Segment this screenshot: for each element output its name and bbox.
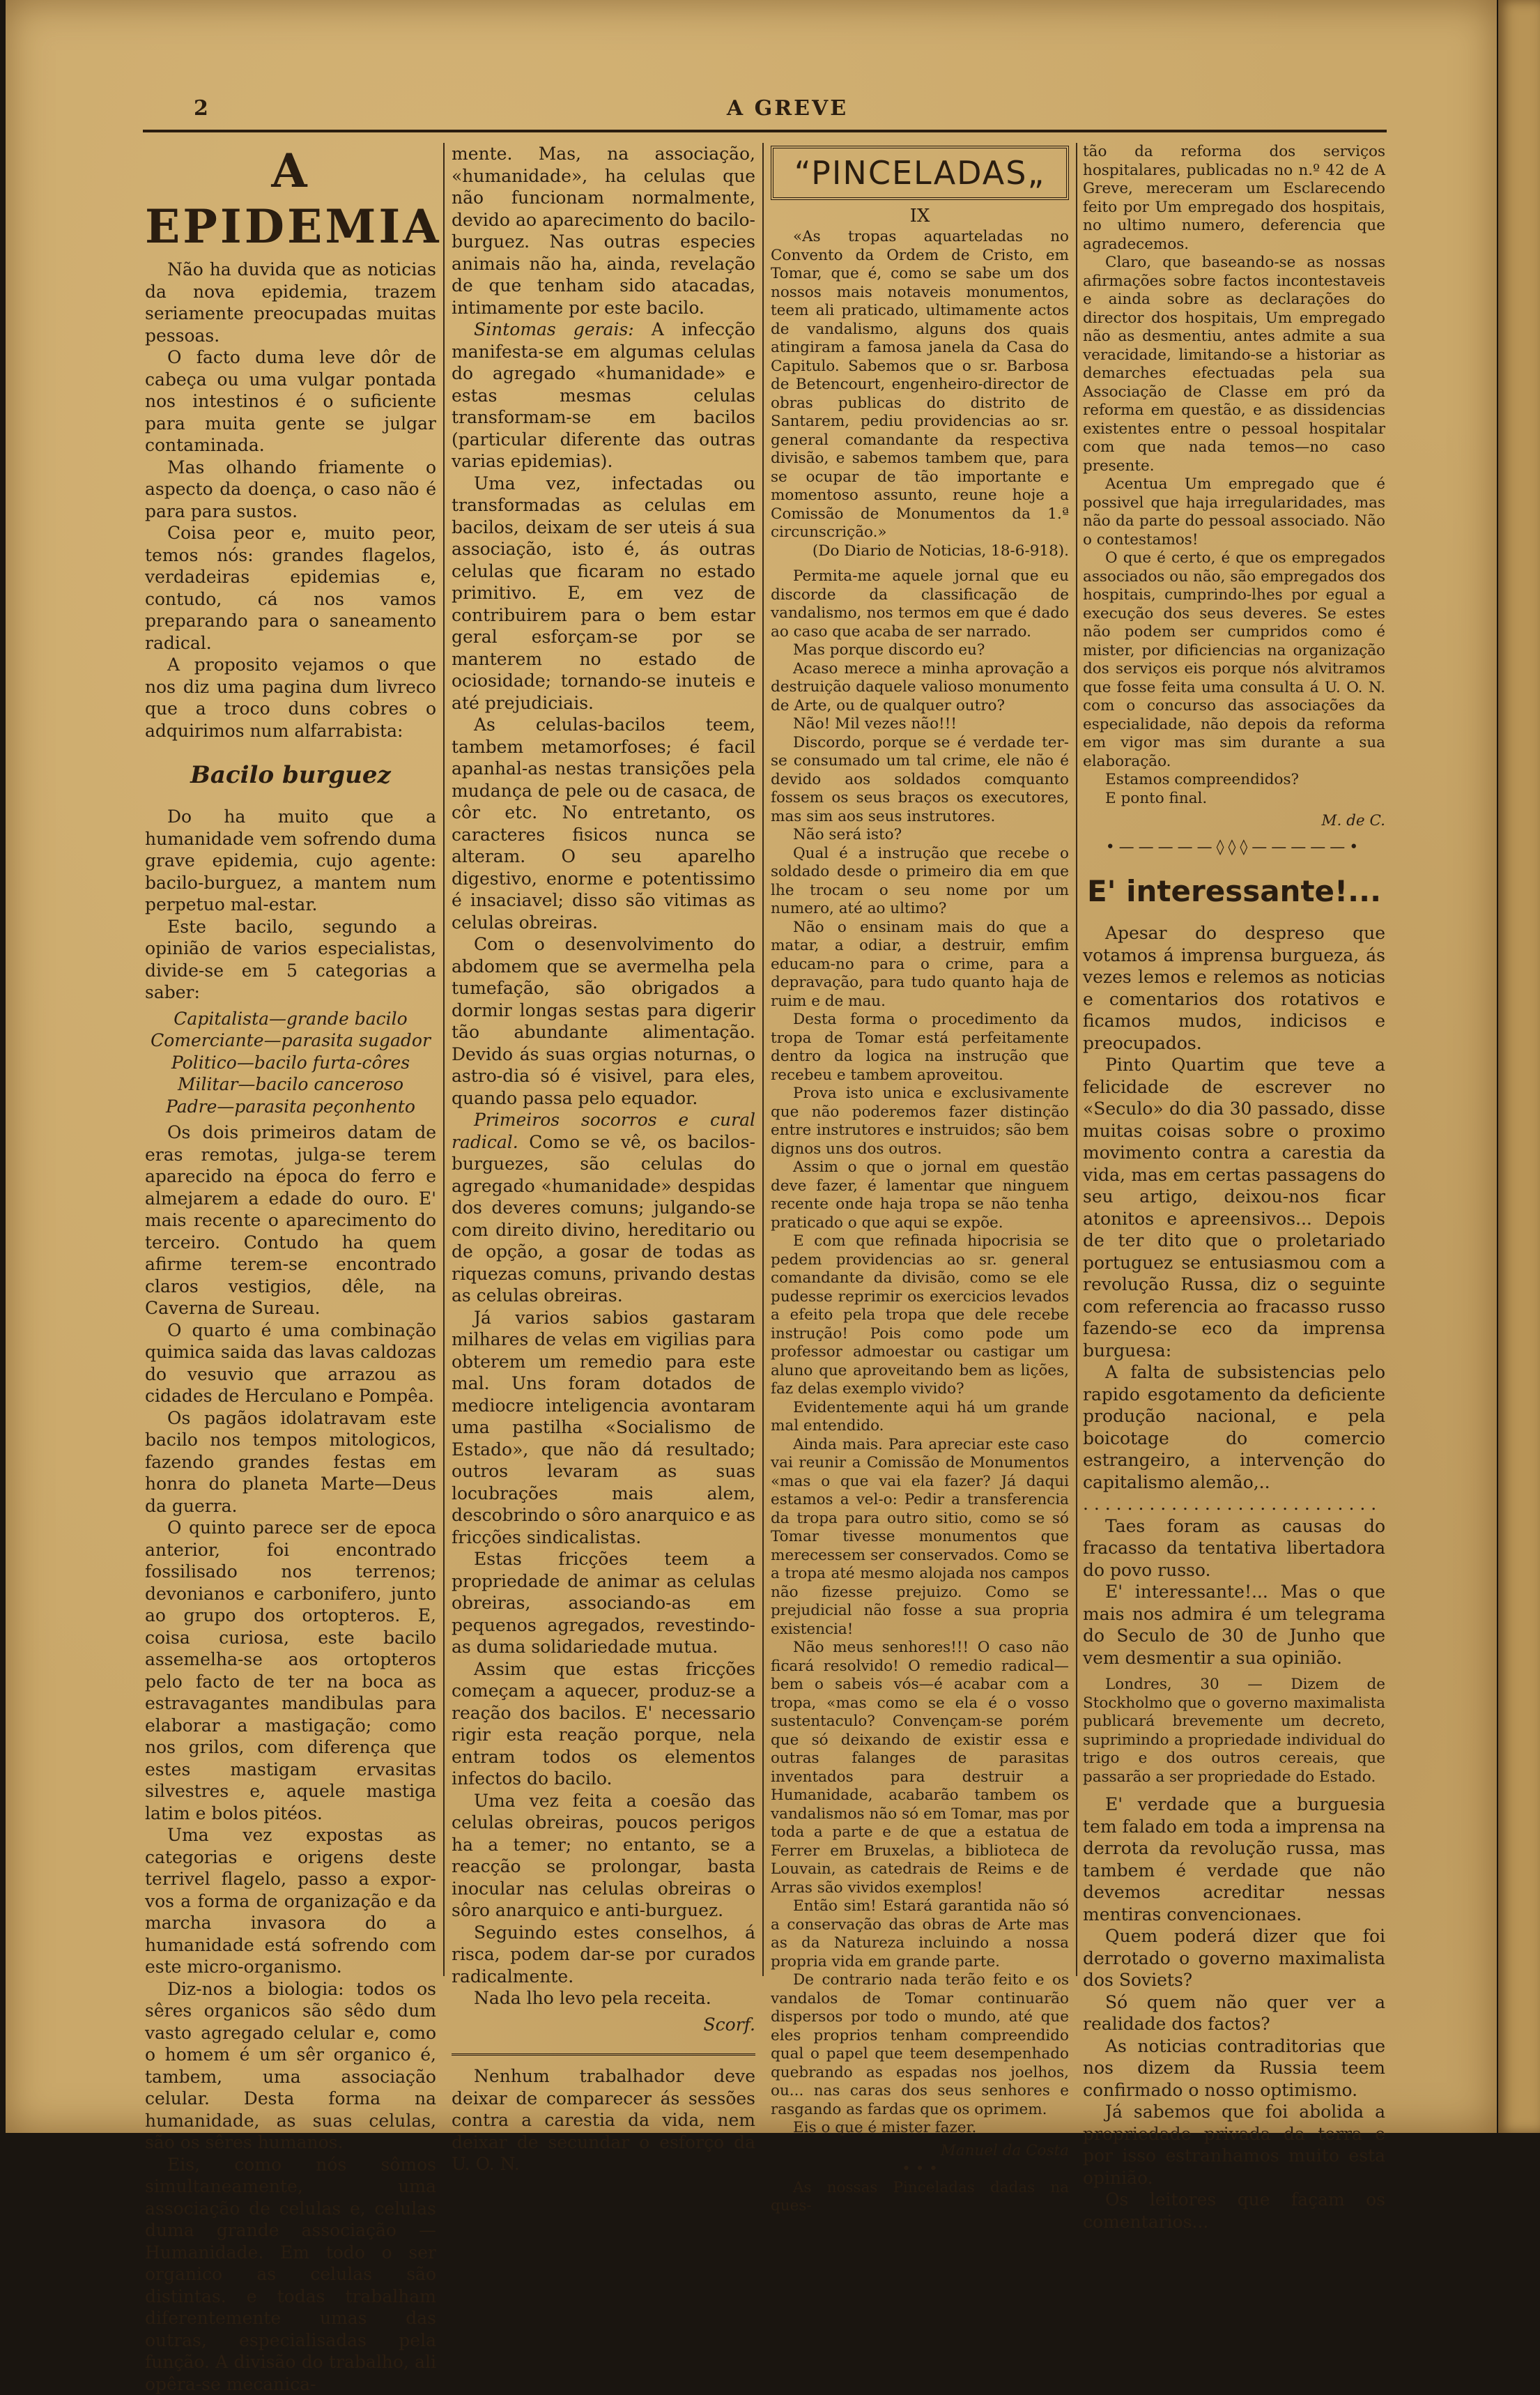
column-interessante — [1083, 143, 1385, 2233]
paragraph: E com que refinada hipocrisia se pedem providencias ao sr. general comandante da divisão, como se ele pudesse reprimir os exercicios levados a efeito pela tropa que dele recebe instrução! Pois como pode um professor admoestar ou castigar um aluno que aproveitando bem as lições, faz delas exemplo vivido? — [771, 1232, 1069, 1399]
paragraph: Discordo, porque se é verdade ter-se consumado um tal crime, ele não é devido aos soldados comquanto fossem os seus braços os executores, mas sim aos seus instrutores. — [771, 734, 1069, 827]
article-title-pinceladas: “PINCELADAS„ — [771, 146, 1069, 200]
paragraph: Não será isto? — [771, 826, 1069, 845]
paragraph: Sintomas gerais: A infecção manifesta-se em algumas celulas do agregado «humanidade» e estas mesmas celulas transformam-se em bacilos (particular diferente das outras varias epidemias). — [452, 319, 755, 473]
paragraph: Já sabemos que foi abolida a propriedade privada da terra e por isso estranhamos muito esta opinião. — [1083, 2101, 1385, 2189]
paragraph: O quarto é uma combinação quimica saida das lavas caldozas do vesuvio que arrazou as cidades de Herculano e Pompêa. — [145, 1319, 436, 1407]
paragraph: As celulas-bacilos teem, tambem metamorfoses; é facil apanhal-as nestas transições pela mudança de pele ou de casaca, de côr etc. No entretanto, os caracteres fisicos nunca se alteram. O seu aparelho digestivo, enorme e potentissimo é insaciavel; disso são vitimas as celulas obreiras. — [452, 714, 755, 933]
paragraph: De contrario nada terão feito e os vandalos de Tomar continuarão dispersos por todo o mundo, até que eles proprios tenham compreendido qual o papel que teem desempenhado quebrando as espadas nos joelhos, ou... nas caras dos seus senhores e rasgando as fardas que os oprimem. — [771, 1971, 1069, 2119]
paragraph: Mas porque discordo eu? — [771, 641, 1069, 660]
paragraph: Pinto Quartim que teve a felicidade de escrever no «Seculo» do dia 30 passado, disse muitas coisas sobre o proximo movimento contra a carestia da vida, mas em certas passagens do seu artigo, deixou-nos ficar atonitos e apreensivos... Depois de ter dito que o proletariado portuguez se entusiasmou com a revolução Russa, diz o seguinte com referencia ao fracasso russo fazendo-se eco da imprensa burguesa: — [1083, 1054, 1385, 1361]
paragraph: As nossas Pinceladas dadas na ques- — [771, 2179, 1069, 2216]
paragraph: Os dois primeiros datam de eras remotas, julga-se terem aparecido na época do ferro e almejarem a edade do ouro. E' mais recente o aparecimento do terceiro. Contudo ha quem afirme terem-se encontrado claros vestigios, dêle, na Caverna de Sureau. — [145, 1122, 436, 1319]
section-separator — [452, 2053, 755, 2056]
category-item: Capitalista—grande bacilo — [145, 1008, 436, 1030]
paragraph: Apesar do despreso que votamos á imprensa burgueza, ás vezes lemos e relemos as noticias e comentarios dos rotativos e ficamos mudos, indicisos e preocupados. — [1083, 922, 1385, 1054]
paragraph: Evidentemente aqui há um grande mal entendido. — [771, 1399, 1069, 1436]
paragraph: Uma vez, infectadas ou transformadas as celulas em bacilos, deixam de ser uteis á sua associação, isto é, ás outras celulas que ficaram no estado primitivo. E, em vez de contribuirem para o bem estar geral esforçam-se por se manterem no estado de ociosidade; tornando-se inuteis e até prejudiciais. — [452, 473, 755, 714]
paragraph: Este bacilo, segundo a opinião de varios especialistas, divide-se em 5 categorias a saber: — [145, 916, 436, 1004]
telegram-quote: Londres, 30 — Dizem de Stockholmo que o governo maximalista publicará brevemente um decreto, suprimindo a propriedade individual do trigo e dos outros cereais, que passarão a ser propriedade do Estado. — [1083, 1676, 1385, 1786]
paragraph: Uma vez expostas as categorias e origens deste terrivel flagelo, passo a expor-vos a forma de organização e da marcha invasora do a humanidade está sofrendo com este micro-organismo. — [145, 1824, 436, 1978]
paragraph: mente. Mas, na associação, «humanidade», ha celulas que não funcionam normalmente, devido ao aparecimento do bacilo-burguez. Nas outras especies animais não ha, ainda, revelação de que tenham sido atacadas, intimamente por este bacilo. — [452, 143, 755, 319]
paragraph: Permita-me aquele jornal que eu discorde da classificação de vandalismo, nos termos em que é dado ao caso que acaba de ser narrado. — [771, 567, 1069, 641]
paragraph: Eis o que é mister fazer. — [771, 2119, 1069, 2138]
paragraph: Estas fricções teem a propriedade de animar as celulas obreiras, associando-as em pequenos agregados, revestindo-as duma solidariedade mutua. — [452, 1548, 755, 1658]
section-numeral: IX — [771, 204, 1069, 228]
paragraph: Quem poderá dizer que foi derrotado o governo maximalista dos Soviets? — [1083, 1925, 1385, 1991]
paragraph-label: Sintomas gerais: — [474, 319, 634, 339]
quote-source: (Do Diario de Noticias, 18-6-918). — [771, 542, 1069, 561]
category-item: Padre—parasita peçonhento — [145, 1096, 436, 1118]
paragraph: Taes foram as causas do fracasso da tentativa libertadora do povo russo. — [1083, 1515, 1385, 1582]
paragraph: Acaso merece a minha aprovação a destruição daquele valioso monumento de Arte, ou de qualquer outro? — [771, 660, 1069, 716]
paragraph: Os leitores que façam os comentarios... — [1083, 2189, 1385, 2233]
header-rule — [143, 130, 1387, 132]
paragraph: Acentua Um empregado que é possivel que haja irregularidades, mas não da parte do pessoal associado. Não o contestamos! — [1083, 475, 1385, 549]
column-pinceladas — [771, 143, 1069, 2216]
paragraph: Só quem não quer ver a realidade dos factos? — [1083, 1991, 1385, 2035]
page-header — [188, 96, 1387, 124]
paragraph: Desta forma o procedimento da tropa de Tomar está perfeitamente dentro da logica na instrução que recebeu e tambem aproveitou. — [771, 1011, 1069, 1085]
stars-divider: • • • — [771, 2160, 1069, 2179]
paragraph: Assim que estas fricções começam a aquecer, produz-se a reação dos bacilos. E' necessario rigir esta reação porque, nela entram todos os elementos infectos do bacilo. — [452, 1658, 755, 1790]
notice-paragraph: Nenhum trabalhador deve deixar de comparecer ás sessões contra a carestia da vida, nem deixar de secundar o esforço da U. O. N. — [452, 2065, 755, 2175]
paragraph: Ainda mais. Para apreciar este caso vai reunir a Comissão de Monumentos «mas o que vai ela fazer? Já daqui estamos a vel-o: Pedir a transferencia da tropa para outro sitio, como se só Tomar tivesse monumentos que merecessem ser conservados. Como se a tropa até mesmo alojada nos campos não fizesse prejuizo. Como se prejudicial não fosse a sua propria existencia! — [771, 1436, 1069, 1639]
signature: Manuel da Costa — [771, 2142, 1069, 2161]
paragraph: Assim o que o jornal em questão deve fazer, é lamentar que ninguem recente onde haja tropa se não tenha praticado o que aqui se expõe. — [771, 1158, 1069, 1232]
page-number: 2 — [194, 96, 208, 121]
subheading-bacilo-burguez: Bacilo burguez — [145, 761, 436, 789]
paragraph: E' verdade que a burguesia tem falado em toda a imprensa na derrota da revolução russa, mas tambem é verdade que não devemos acreditar nessas mentiras convencionaes. — [1083, 1793, 1385, 1925]
paragraph: Os pagãos idolatravam este bacilo nos tempos mitologicos, fazendo grandes festas em honra do planeta Marte—Deus da guerra. — [145, 1407, 436, 1517]
paragraph-label: Primeiros socorros e cural radical. — [452, 1110, 755, 1152]
paragraph: Prova isto unica e exclusivamente que não poderemos fazer distinção entre instrutores e instruidos; são bem dignos uns dos outros. — [771, 1085, 1069, 1158]
paragraph: Então sim! Estará garantida não só a conservação das obras de Arte mas as da Natureza incluindo a nossa propria vida em grande parte. — [771, 1897, 1069, 1971]
category-item: Comerciante—parasita sugador — [145, 1030, 436, 1052]
paragraph: Não meus senhores!!! O caso não ficará resolvido! O remedio radical—bem o sabeis vós—é acabar com a tropa, «mas como se ela é o vosso sustentaculo? Convençam-se porém que só deixando de existir essa e outras falanges de parasitas inventados para destruir a Humanidade, acabarão tambem os vandalismos não só em Tomar, mas por toda a parte e de que a estatua de Ferrer em Bruxelas, a biblioteca de Louvain, as catedrais de Reims e de Arras são vividos exemplos! — [771, 1639, 1069, 1897]
paragraph: Não! Mil vezes não!!! — [771, 715, 1069, 734]
column-rule-1 — [443, 143, 445, 1976]
paragraph: Do ha muito que a humanidade vem sofrendo duma grave epidemia, cujo agente: bacilo-burguez, a mantem num perpetuo mal-estar. — [145, 806, 436, 916]
paragraph: Não ha duvida que as noticias da nova epidemia, trazem seriamente preocupadas muitas pessoas. — [145, 259, 436, 346]
signature: Scorf. — [452, 2014, 755, 2036]
article-title-epidemia: A EPIDEMIA — [145, 143, 436, 254]
adjacent-page-edge — [1498, 0, 1540, 2133]
paragraph: Uma vez feita a coesão das celulas obreiras, poucos perigos ha a temer; no entanto, se a reacção se prolongar, basta inocular nas celulas obreiras o sôro anarquico e anti-burguez. — [452, 1790, 755, 1922]
paragraph: Primeiros socorros e cural radical. Como se vê, os bacilos-burguezes, são celulas do agregado «humanidade» despidas dos deveres comuns; julgando-se com direito divino, hereditario ou de opção, a gosar de todas as riquezas comuns, privando destas as celulas obreiras. — [452, 1109, 755, 1307]
paragraph: Com o desenvolvimento do abdomem que se avermelha pela tumefação, são obrigados a dormir longas sestas para digerir tão abundante alimentação. Devido ás suas orgias noturnas, o astro-dia só é visivel, para eles, quando passa pelo equador. — [452, 933, 755, 1109]
paragraph: Qual é a instrução que recebe o soldado desde o primeiro dia em que lhe trocam o seu nome por um numero, até ao ultimo? — [771, 845, 1069, 919]
column-epidemia — [145, 143, 436, 2395]
paragraph: As noticias contraditorias que nos dizem da Russia teem confirmado o nosso optimismo. — [1083, 2035, 1385, 2102]
paragraph: E' interessante!... Mas o que mais nos admira é um telegrama do Seculo de 30 de Junho que vem desmentir a sua opinião. — [1083, 1581, 1385, 1669]
paragraph: E ponto final. — [1083, 790, 1385, 809]
category-item: Politico—bacilo furta-côres — [145, 1052, 436, 1074]
column-epidemia-continued — [452, 143, 755, 2175]
paragraph: Seguindo estes conselhos, á risca, podem dar-se por curados radicalmente. — [452, 1922, 755, 1988]
paragraph: Eis, como nós sômos simultaneamente, uma associação de celulas e, celulas duma grande associação — Humanidade. Em todo o ser organico as celulas são distintas. e todas trabalham diferentemente umas das outras, especialisadas pela função. A divisão do trabalho, ali opêra-se mecanica- — [145, 2154, 436, 2395]
paragraph: Mas olhando friamente o aspecto da doença, o caso não é para para sustos. — [145, 457, 436, 523]
column-rule-3 — [1076, 143, 1077, 1976]
paragraph: Não o ensinam mais do que a matar, a odiar, a destruir, emfim educam-no para o crime, para a depravação, para tudo quanto haja de ruim e de mau. — [771, 919, 1069, 1011]
paragraph: Nada lho levo pela receita. — [452, 1987, 755, 2010]
paragraph: O quinto parece ser de epoca anterior, foi encontrado fossilisado nos terrenos; devonianos e carbonifero, junto ao grupo dos ortopteros. E, coisa curiosa, este bacilo assemelha-se aos ortopteros pelo facto de ter na boca as estravagantes mandibulas para elaborar a mastigação; como nos grilos, com diferença que estes mastigam ervasitas silvestres e, aquele mastiga latim e bolos pitéos. — [145, 1517, 436, 1824]
article-title-interessante: E' interessante!... — [1083, 872, 1385, 911]
paragraph: Coisa peor e, muito peor, temos nós: grandes flagelos, verdadeiras epidemias e, contudo, cá nos vamos preparando para o saneamento radical. — [145, 522, 436, 654]
paragraph: tão da reforma dos serviços hospitalares, publicadas no n.º 42 de A Greve, mereceram um Esclarecendo feito por Um empregado dos hospitais, no ultimo numero, deferencia que agradecemos. — [1083, 143, 1385, 254]
category-list — [145, 1008, 436, 1118]
ellipsis-line: . . . . . . . . . . . . . . . . . . . . . . . . . . . — [1083, 1493, 1385, 1515]
ornament-divider: •—————◊◊◊—————• — [1083, 836, 1385, 859]
paragraph: Já varios sabios gastaram milhares de velas em vigilias para obterem um remedio para este mal. Uns foram dotados de mediocre inteligencia avontaram uma pastilha «Socialismo de Estado», que não dá resultado; outros levaram as suas locubrações mais alem, descobrindo o sôro anarquico e as fricções sindicalistas. — [452, 1307, 755, 1549]
paragraph: Diz-nos a biologia: todos os sêres organicos são sêdo dum vasto agregado celular e, como o homem é um sêr organico é, tambem, uma associação celular. Desta forma na humanidade, as suas celulas, são os sêres humanos. — [145, 1978, 436, 2154]
paragraph: Estamos compreendidos? — [1083, 771, 1385, 790]
column-rule-2 — [762, 143, 764, 1976]
paragraph: Claro, que baseando-se as nossas afirmações sobre factos incontestaveis e ainda sobre as declarações do director dos hospitais, Um empregado não as desmentiu, antes admite a sua veracidade, limitando-se a historiar as demarches efectuadas pela sua Associação de Classe em pró da reforma em questão, e as dissidencias existentes entre o pessoal hospitalar com que nada temos—no caso presente. — [1083, 254, 1385, 475]
signature: M. de C. — [1083, 812, 1385, 831]
quoted-news: «As tropas aquarteladas no Convento da Ordem de Cristo, em Tomar, que é, como se sabe um dos nossos mais notaveis monumentos, teem ali praticado, ultimamente actos de vandalismo, alguns dos quais atingiram a famosa janela da Casa do Capitulo. Sabemos que o sr. Barbosa de Betencourt, engenheiro-director de obras publicas do distrito de Santarem, pediu providencias ao sr. general comandante da respectiva divisão, e sabemos tambem que, para se ocupar de tão importante e momentoso assunto, reune hoje a Comissão de Monumentos da 1.ª circunscrição.» — [771, 228, 1069, 542]
paragraph: O facto duma leve dôr de cabeça ou uma vulgar pontada nos intestinos é o suficiente para muita gente se julgar contaminada. — [145, 346, 436, 457]
masthead-title: A GREVE — [188, 96, 1387, 121]
paragraph: A falta de subsistencias pelo rapido esgotamento da deficiente produção nacional, e pela boicotage do comercio estrangeiro, a intervenção do capitalismo alemão,.. — [1083, 1361, 1385, 1493]
paragraph: A proposito vejamos o que nos diz uma pagina dum livreco que a troco duns cobres o adquirimos num alfarrabista: — [145, 654, 436, 742]
paragraph: O que é certo, é que os empregados associados ou não, são empregados dos hospitais, cumprindo-lhes por egual a execução dos seus deveres. Se estes não podem ser cumpridos como é mister, por dificiencias na organização dos serviços eis porque nós alvitramos que fosse feita uma consulta á U. O. N. com o concurso das associações da especialidade, não depois da reforma em vigor mas sim durante a sua elaboração. — [1083, 549, 1385, 771]
category-item: Militar—bacilo canceroso — [145, 1073, 436, 1096]
